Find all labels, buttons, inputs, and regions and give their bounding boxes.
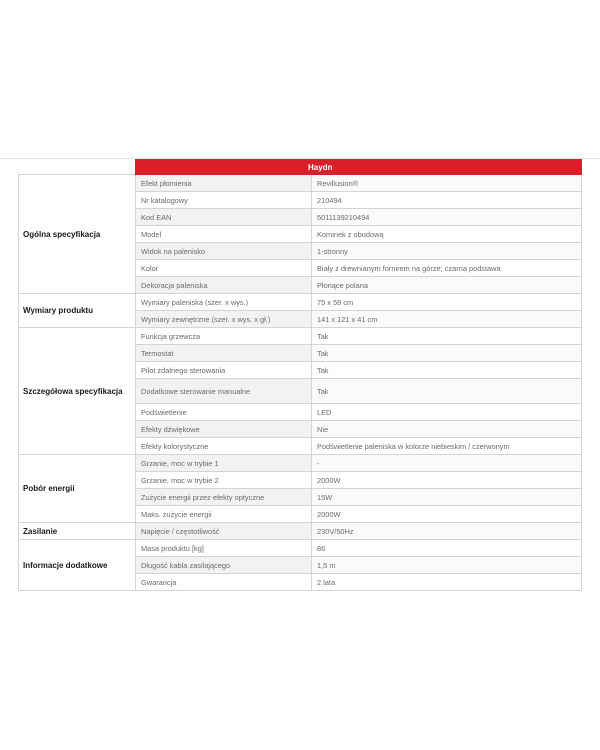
spec-value: 15W xyxy=(312,489,582,506)
spec-row xyxy=(19,328,582,345)
spec-value: 86 xyxy=(312,540,582,557)
spec-value: 1-stronny xyxy=(312,243,582,260)
spec-value: Podświetlenie paleniska w kolorze niebieskim / czerwonym xyxy=(312,438,582,455)
spec-label: Termostat xyxy=(136,345,312,362)
spec-value: 230V/50Hz xyxy=(312,523,582,540)
spec-value: Tak xyxy=(312,362,582,379)
spec-row xyxy=(19,294,582,311)
spec-value: 75 x 58 cm xyxy=(312,294,582,311)
spec-label: Nr katalogowy xyxy=(136,192,312,209)
spec-value: Tak xyxy=(312,379,582,404)
spec-table xyxy=(18,159,582,591)
spec-label: Długość kabla zasilającego xyxy=(136,557,312,574)
spec-label: Dodatkowe sterowanie manualne xyxy=(136,379,312,404)
spec-row xyxy=(19,175,582,192)
table-header-row xyxy=(19,160,582,175)
product-name-header: Haydn xyxy=(136,160,582,175)
spec-value: LED xyxy=(312,404,582,421)
spec-value: Płonące polana xyxy=(312,277,582,294)
spec-body xyxy=(19,175,582,591)
spec-label: Gwarancja xyxy=(136,574,312,591)
spec-label: Model xyxy=(136,226,312,243)
spec-value: Tak xyxy=(312,345,582,362)
spec-row xyxy=(19,455,582,472)
spec-row xyxy=(19,523,582,540)
spec-label: Wymiary zewnętrzne (szer. x wys. x gł.) xyxy=(136,311,312,328)
spec-label: Zużycie energii przez efekty optyczne xyxy=(136,489,312,506)
spec-label: Maks. zużycie energii xyxy=(136,506,312,523)
spec-label: Pilot zdalnego sterowania xyxy=(136,362,312,379)
spec-label: Kolor xyxy=(136,260,312,277)
spec-value: Revillusion® xyxy=(312,175,582,192)
header-corner xyxy=(19,160,136,175)
spec-value: 2000W xyxy=(312,506,582,523)
spec-value: 210494 xyxy=(312,192,582,209)
spec-value: Biały z drewnianym fornirem na górze; czarna podstawa xyxy=(312,260,582,277)
spec-label: Grzanie, moc w trybie 1 xyxy=(136,455,312,472)
spec-value: Tak xyxy=(312,328,582,345)
spec-value: Kominek z obudową xyxy=(312,226,582,243)
spec-label: Funkcja grzewcza xyxy=(136,328,312,345)
spec-value: 2000W xyxy=(312,472,582,489)
spec-value: 1,5 m xyxy=(312,557,582,574)
section-title: Szczegółowa specyfikacja xyxy=(19,328,136,455)
spec-value: 2 lata xyxy=(312,574,582,591)
spec-value: Nie xyxy=(312,421,582,438)
spec-label: Widok na palenisko xyxy=(136,243,312,260)
spec-value: 141 x 121 x 41 cm xyxy=(312,311,582,328)
spec-label: Dekoracja paleniska xyxy=(136,277,312,294)
spec-label: Podświetlenie xyxy=(136,404,312,421)
spec-label: Efekty kolorystyczne xyxy=(136,438,312,455)
spec-label: Wymiary paleniska (szer. x wys.) xyxy=(136,294,312,311)
section-title: Wymiary produktu xyxy=(19,294,136,328)
section-title: Ogólna specyfikacja xyxy=(19,175,136,294)
spec-label: Napięcie / częstotliwość xyxy=(136,523,312,540)
spec-value: 5011139210494 xyxy=(312,209,582,226)
spec-row xyxy=(19,540,582,557)
section-title: Zasilanie xyxy=(19,523,136,540)
spec-label: Efekt płomienia xyxy=(136,175,312,192)
spec-label: Grzanie, moc w trybie 2 xyxy=(136,472,312,489)
section-title: Informacje dodatkowe xyxy=(19,540,136,591)
spec-label: Efekty dźwiękowe xyxy=(136,421,312,438)
spec-label: Kod EAN xyxy=(136,209,312,226)
section-title: Pobór energii xyxy=(19,455,136,523)
spec-label: Masa produktu [kg] xyxy=(136,540,312,557)
spec-value: - xyxy=(312,455,582,472)
